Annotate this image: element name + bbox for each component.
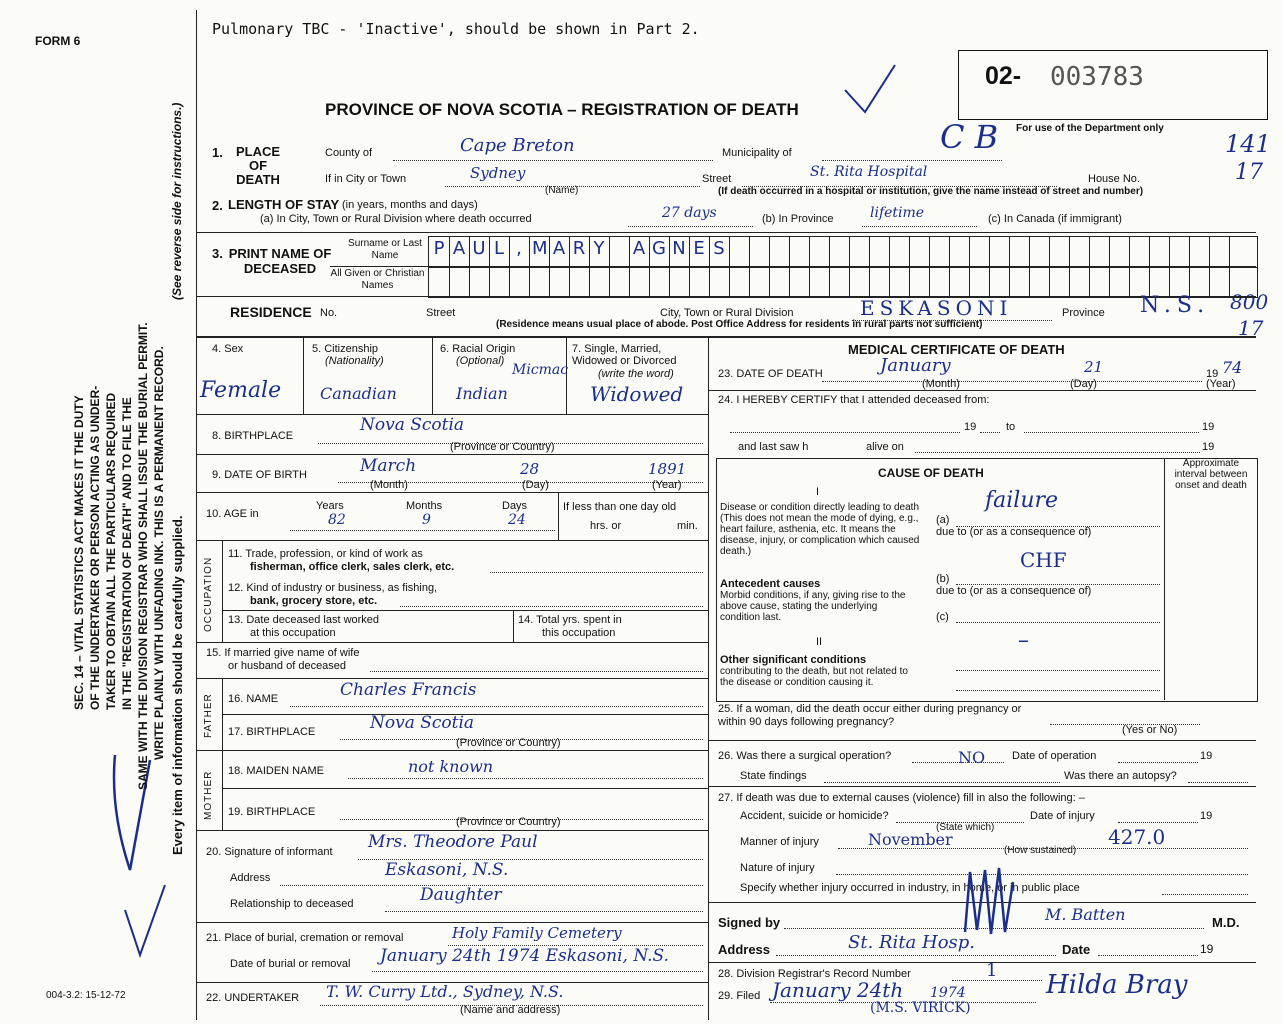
- mother-maiden-value: not known: [408, 757, 494, 776]
- municipality-value: C B: [940, 118, 999, 156]
- cause-c-label: (c): [936, 611, 949, 623]
- age-min-label: min.: [677, 520, 698, 532]
- residence-street-label: Street: [426, 307, 456, 319]
- mother-birthplace-caption: (Province or Country): [456, 816, 561, 828]
- dept-code-3: 800: [1230, 290, 1269, 314]
- name-letter-box: A: [552, 238, 566, 259]
- occupation-q13b: at this occupation: [250, 627, 336, 639]
- registrar-caption: (M.S. VIRICK): [870, 1000, 971, 1016]
- residence-city-value: ESKASONI: [860, 296, 1013, 320]
- q28-label: 28. Division Registrar's Record Number: [718, 968, 911, 980]
- q27-nature-label: Nature of injury: [740, 862, 815, 874]
- cause-antecedent-label: Antecedent causes: [720, 578, 821, 590]
- cause-b-label: (b): [936, 573, 950, 585]
- name-letter-box: L: [493, 238, 505, 259]
- side-instructions-6: WRITE PLAINLY WITH UNFADING INK. THIS IS A PERMANENT RECORD.: [152, 346, 166, 760]
- burial-date-label: Date of burial or removal: [230, 958, 351, 970]
- name-letter-box: A: [632, 238, 646, 259]
- side-instructions-4: IN THE "REGISTRATION OF DEATH" AND TO FILE THE: [120, 397, 134, 710]
- cause-part2: II: [816, 636, 823, 648]
- cause-other-label: Other significant conditions: [720, 654, 867, 666]
- dept-code-2: 17: [1235, 160, 1263, 185]
- q25-yes-no: (Yes or No): [1122, 724, 1178, 736]
- cause-antecedent-text: Morbid conditions, if any, giving rise to the above cause, stating the underlying condition last.: [720, 590, 906, 623]
- name-caption: (Name): [545, 185, 579, 196]
- citizenship-label: 5. Citizenship: [312, 343, 379, 355]
- occupation-q13: 13. Date deceased last worked: [228, 614, 380, 626]
- age-days-label: Days: [502, 500, 528, 512]
- age-less-label: If less than one day old: [563, 501, 677, 513]
- residence-note: (Residence means usual place of abode. Post Office Address for residents in rural parts not sufficient): [496, 319, 983, 330]
- dod-year-caption: (Year): [1206, 378, 1236, 390]
- marital-sub: (write the word): [598, 368, 674, 380]
- informant-rel-label: Relationship to deceased: [230, 898, 354, 910]
- q27-date-injury: Date of injury: [1030, 810, 1095, 822]
- municipality-label: Municipality of: [722, 147, 792, 159]
- side-every-item: Every item of information should be carefully supplied.: [170, 515, 185, 855]
- name-letter-box: ,: [516, 238, 522, 259]
- dod-year-prefix: 19: [1206, 368, 1219, 380]
- dept-use-label: For use of the Department only: [1016, 123, 1164, 134]
- filed-value: January 24th: [772, 978, 904, 1002]
- given-label: All Given or Christian Names: [330, 268, 425, 291]
- form-label: FORM 6: [35, 34, 81, 48]
- birthplace-caption: (Province or Country): [450, 441, 555, 453]
- burial-place-value: Holy Family Cemetery: [452, 924, 622, 942]
- q27-accident-label: Accident, suicide or homicide?: [740, 810, 889, 822]
- dod-label: 23. DATE OF DEATH: [718, 368, 823, 380]
- q24-to: to: [1006, 421, 1016, 433]
- side-instructions-3: TAKER TO OBTAIN ALL THE PARTICULARS REQUIRED: [104, 392, 118, 710]
- father-name-label: 16. NAME: [228, 693, 279, 705]
- name-letter-box: R: [572, 238, 586, 259]
- q27-label: 27. If death was due to external causes (violence) fill in also the following: –: [718, 792, 1085, 804]
- name-letter-box: M: [532, 238, 548, 259]
- stay-label: LENGTH OF STAY: [228, 197, 340, 212]
- informant-address-value: Eskasoni, N.S.: [385, 860, 509, 880]
- dod-year: 74: [1222, 358, 1243, 377]
- undertaker-sub: (Name and address): [460, 1004, 561, 1016]
- spouse-q15b: or husband of deceased: [228, 660, 347, 672]
- q27-manner-label: Manner of injury: [740, 836, 819, 848]
- residence-city-label: City, Town or Rural Division: [660, 307, 794, 319]
- medical-title: MEDICAL CERTIFICATE OF DEATH: [848, 342, 1065, 357]
- occupation-q12b: bank, grocery store, etc.: [250, 595, 378, 607]
- side-instructions-2: OF THE UNDERTAKER OR PERSON ACTING AS UNDER-: [88, 385, 102, 710]
- cause-other-text: contributing to the death, but not related to the disease or condition causing it.: [720, 666, 908, 688]
- racial-value: Indian: [456, 384, 508, 403]
- cause-a-label: (a): [936, 514, 950, 526]
- form-code: 004-3.2: 15-12-72: [46, 990, 126, 1001]
- signed-address-label: Address: [718, 942, 771, 957]
- father-birthplace-value: Nova Scotia: [370, 713, 475, 733]
- racial-sub: (Optional): [456, 355, 505, 367]
- page-title: PROVINCE OF NOVA SCOTIA – REGISTRATION OF DEATH: [325, 100, 799, 119]
- dod-month-caption: (Month): [922, 378, 960, 390]
- dept-code-4: 17: [1238, 316, 1264, 340]
- name-label: PRINT NAME OF DECEASED: [228, 246, 332, 276]
- md-label: M.D.: [1212, 915, 1240, 930]
- street-label: Street: [702, 173, 732, 185]
- occupation-q12: 12. Kind of industry or business, as fishing,: [228, 582, 438, 594]
- stay-num: 2.: [212, 198, 223, 213]
- age-months-value: 9: [422, 512, 431, 528]
- racial-extra: Micmac: [512, 362, 569, 378]
- residence-province-value: N.S.: [1140, 293, 1211, 318]
- q29-label: 29. Filed: [718, 990, 761, 1002]
- dept-code-1: 141: [1225, 130, 1271, 158]
- age-months-label: Months: [406, 500, 443, 512]
- check-mark-icon: [840, 60, 900, 120]
- stay-a-value: 27 days: [662, 205, 717, 221]
- side-instructions-1: SEC. 14 – VITAL STATISTICS ACT MAKES IT THE DUTY: [72, 395, 86, 710]
- racial-label: 6. Racial Origin: [440, 343, 516, 355]
- signature-scribble-icon: [955, 862, 1025, 942]
- place-num: 1.: [212, 145, 223, 160]
- q27-code-value: 427.0: [1108, 825, 1166, 849]
- name-letter-box: G: [652, 238, 666, 259]
- citizenship-value: Canadian: [320, 384, 397, 403]
- name-letter-box: A: [452, 238, 466, 259]
- signed-nineteen: 19: [1200, 942, 1214, 956]
- citizenship-sub: (Nationality): [325, 355, 384, 367]
- q25-label: 25. If a woman, did the death occur either during pregnancy or within 90 days following pregnancy?: [718, 703, 1022, 728]
- age-label: 10. AGE in: [206, 508, 259, 520]
- stay-c-label: (c) In Canada (if immigrant): [988, 213, 1122, 225]
- q24-alive-on: alive on: [866, 441, 904, 453]
- undertaker-label: 22. UNDERTAKER: [206, 992, 300, 1004]
- q24-alive-19: 19: [1202, 441, 1215, 453]
- side-see-reverse: (See reverse side for instructions.): [170, 102, 184, 300]
- mother-maiden-label: 18. MAIDEN NAME: [228, 765, 324, 777]
- name-letter-box: P: [433, 238, 445, 259]
- occupation-q11: 11. Trade, profession, or kind of work as: [228, 548, 423, 560]
- cause-other-value: –: [1018, 628, 1029, 653]
- registrar-signature: Hilda Bray: [1046, 970, 1188, 1000]
- q26-autopsy-label: Was there an autopsy?: [1064, 770, 1177, 782]
- father-birthplace-label: 17. BIRTHPLACE: [228, 726, 316, 738]
- q26-nineteen: 19: [1200, 750, 1213, 762]
- undertaker-value: T. W. Curry Ltd., Sydney, N.S.: [326, 982, 564, 1001]
- dob-label: 9. DATE OF BIRTH: [212, 469, 307, 481]
- mother-side-label: MOTHER: [203, 770, 214, 820]
- q27-nineteen: 19: [1200, 810, 1213, 822]
- marital-value: Widowed: [590, 382, 684, 406]
- informant-rel-value: Daughter: [420, 885, 502, 905]
- signed-value: M. Batten: [1045, 905, 1126, 924]
- q24-label: 24. I HEREBY CERTIFY that I attended deceased from:: [718, 394, 990, 406]
- check-mark-icon: [120, 880, 170, 960]
- dob-month-caption: (Month): [370, 479, 408, 491]
- q26-findings-label: State findings: [740, 770, 807, 782]
- q26-date-label: Date of operation: [1012, 750, 1097, 762]
- burial-date-value: January 24th 1974 Eskasoni, N.S.: [380, 946, 669, 966]
- dob-year: 1891: [648, 460, 687, 478]
- informant-sig-label: 20. Signature of informant: [206, 846, 333, 858]
- q26-value: NO: [958, 748, 986, 767]
- q27-state-which: (State which): [936, 822, 995, 833]
- age-days-value: 24: [508, 512, 526, 528]
- q27-specify-label: Specify whether injury occurred in industry, in home, or in public place: [740, 882, 1080, 894]
- father-name-value: Charles Francis: [340, 680, 477, 700]
- form-left-border: [196, 10, 197, 1020]
- q24-from-19: 19: [964, 421, 977, 433]
- city-label: If in City or Town: [325, 173, 407, 185]
- q24-last-saw: and last saw h: [738, 441, 809, 453]
- informant-sig-value: Mrs. Theodore Paul: [368, 832, 538, 852]
- burial-place-label: 21. Place of burial, cremation or removal: [206, 932, 404, 944]
- dod-month: January: [880, 355, 951, 376]
- name-num: 3.: [212, 246, 223, 261]
- county-label: County of: [325, 147, 373, 159]
- residence-label: RESIDENCE: [230, 304, 312, 320]
- surname-label: Surname or Last Name: [348, 238, 422, 261]
- name-letter-box: N: [672, 238, 686, 259]
- residence-province-label: Province: [1062, 307, 1105, 319]
- place-label: PLACE OF DEATH: [235, 144, 281, 187]
- name-letter-box: U: [472, 238, 486, 259]
- cause-b-value: CHF: [1020, 548, 1067, 572]
- street-value: St. Rita Hospital: [810, 164, 928, 180]
- county-value: Cape Breton: [460, 135, 575, 156]
- cause-due-to-2: due to (or as a consequence of): [936, 585, 1092, 597]
- occupation-q14: 14. Total yrs. spent in: [518, 614, 622, 626]
- typed-note: Pulmonary TBC - 'Inactive', should be shown in Part 2.: [212, 20, 700, 38]
- side-instructions-5: SAME WITH THE DIVISION REGISTRAR WHO SHALL ISSUE THE BURIAL PERMIT.: [136, 322, 150, 790]
- spouse-q15: 15. If married give name of wife: [206, 647, 360, 659]
- marital-label: 7. Single, Married, Widowed or Divorced: [572, 343, 677, 367]
- signed-address-value: St. Rita Hosp.: [848, 932, 976, 953]
- age-years-label: Years: [316, 500, 344, 512]
- cert-prefix: 02-: [985, 62, 1022, 90]
- age-hrs-label: hrs. or: [590, 520, 622, 532]
- father-side-label: FATHER: [203, 693, 214, 738]
- occupation-q11b: fisherman, office clerk, sales clerk, etc.: [250, 561, 455, 573]
- stay-b-label: (b) In Province: [762, 213, 834, 225]
- signed-date-label: Date: [1062, 942, 1091, 957]
- stay-a-label: (a) In City, Town or Rural Division where death occurred: [260, 213, 532, 225]
- q28-value: 1: [986, 960, 998, 981]
- dob-month: March: [360, 456, 417, 476]
- occupation-side-label: OCCUPATION: [203, 556, 214, 632]
- dob-day-caption: (Day): [522, 479, 549, 491]
- stay-sub: (in years, months and days): [342, 199, 478, 211]
- name-letter-box: Y: [593, 238, 605, 259]
- cause-title: CAUSE OF DEATH: [878, 466, 984, 480]
- city-value: Sydney: [470, 164, 526, 182]
- dob-day: 28: [520, 460, 540, 478]
- cause-part1: I: [816, 486, 820, 498]
- cause-due-to-1: due to (or as a consequence of): [936, 526, 1092, 538]
- sex-value: Female: [200, 378, 282, 403]
- mother-birthplace-label: 19. BIRTHPLACE: [228, 806, 316, 818]
- residence-no-label: No.: [320, 307, 338, 319]
- birthplace-value: Nova Scotia: [360, 415, 465, 435]
- q27-how-sustained: (How sustained): [1004, 845, 1077, 856]
- house-label: House No.: [1088, 173, 1140, 185]
- cause-disease-label: Disease or condition directly leading to death (This does not mean the mode of dying, e.g., heart failure, asthenia, etc. It means the disease, injury, or complication which caused death.): [720, 502, 920, 557]
- age-years-value: 82: [328, 512, 346, 528]
- cert-number: 003783: [1050, 62, 1144, 92]
- cause-a-value: failure: [985, 488, 1059, 513]
- name-letter-box: E: [693, 238, 705, 259]
- check-mark-icon: [105, 750, 165, 880]
- father-birthplace-caption: (Province or Country): [456, 737, 561, 749]
- dob-year-caption: (Year): [652, 479, 682, 491]
- informant-address-label: Address: [230, 872, 271, 884]
- q26-label: 26. Was there a surgical operation?: [718, 750, 892, 762]
- cause-interval-label: Approximate interval between onset and death: [1174, 458, 1248, 491]
- dod-day: 21: [1084, 358, 1104, 376]
- name-letter-box: S: [713, 238, 725, 259]
- signed-label: Signed by: [718, 915, 781, 930]
- hospital-note: (If death occurred in a hospital or institution, give the name instead of street and number): [718, 186, 1144, 197]
- filed-year: 1974: [930, 985, 966, 1001]
- birthplace-label: 8. BIRTHPLACE: [212, 430, 294, 442]
- q27-manner-value: November: [868, 830, 953, 849]
- sex-label: 4. Sex: [212, 343, 244, 355]
- q24-to-19: 19: [1202, 421, 1215, 433]
- occupation-q14b: this occupation: [542, 627, 616, 639]
- dod-day-caption: (Day): [1070, 378, 1097, 390]
- stay-b-value: lifetime: [870, 205, 925, 221]
